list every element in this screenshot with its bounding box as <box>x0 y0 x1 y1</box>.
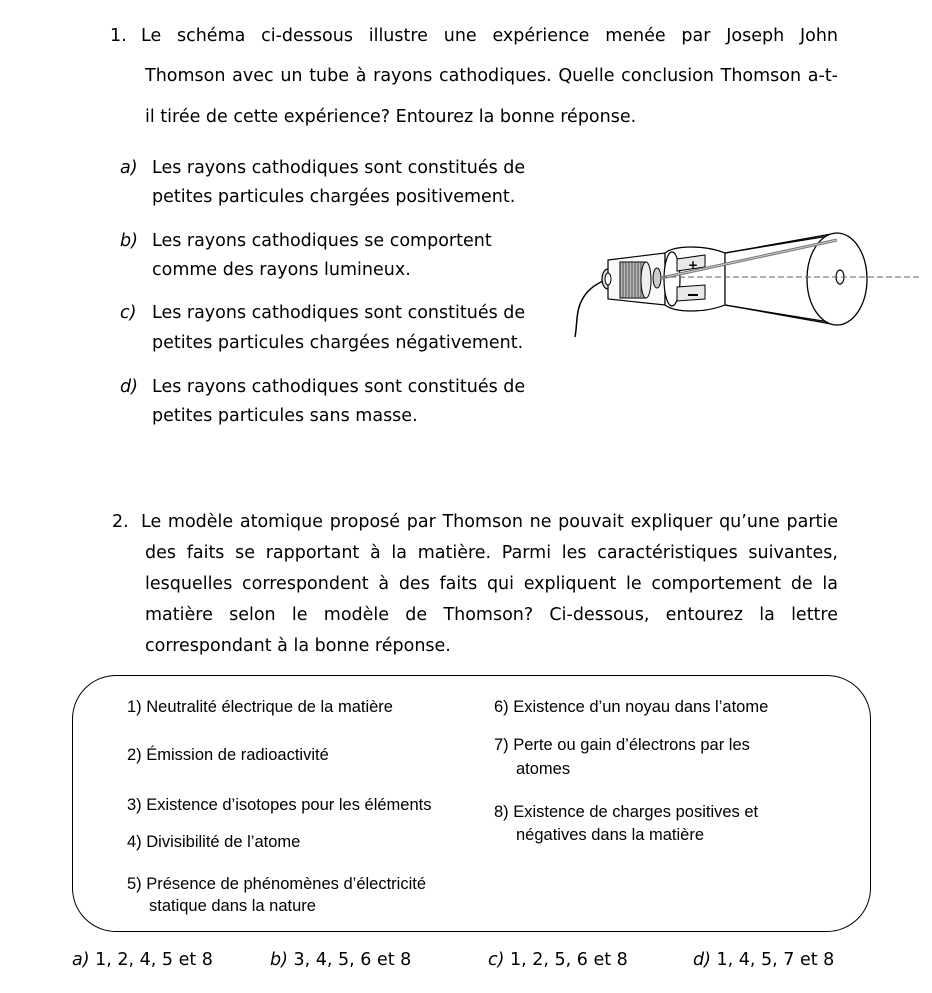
answer-a-text: 1, 2, 4, 5 et 8 <box>89 950 213 970</box>
characteristic-2: 2) Émission de radioactivité <box>127 746 329 764</box>
answer-d-letter: d) <box>693 950 711 970</box>
characteristic-5-line-1: 5) Présence de phénomènes d’électricité <box>127 875 427 893</box>
answer-d-text: 1, 4, 5, 7 et 8 <box>710 950 835 970</box>
option-d-letter[interactable]: d) <box>120 377 138 397</box>
answer-b-text: 3, 4, 5, 6 et 8 <box>287 950 412 970</box>
option-b-line-2: comme des rayons lumineux. <box>152 260 411 280</box>
question-2-text-line-5: correspondant à la bonne réponse. <box>145 636 451 656</box>
answer-b-letter: b) <box>270 950 288 970</box>
question-1-text-line-1: Le schéma ci-dessous illustre une expérience menée par Joseph John <box>141 26 838 46</box>
characteristic-6: 6) Existence d’un noyau dans l’atome <box>494 698 769 716</box>
cathode-cable <box>575 281 603 337</box>
option-c-letter[interactable]: c) <box>120 303 137 323</box>
answer-d[interactable] <box>693 950 834 970</box>
option-d-line-2: petites particules sans masse. <box>152 406 418 426</box>
question-2-text-line-4: matière selon le modèle de Thomson? Ci-dessous, entourez la lettre <box>145 605 838 625</box>
option-a-line-1: Les rayons cathodiques sont constitués de <box>152 158 526 178</box>
option-b-line-1: Les rayons cathodiques se comportent <box>152 231 492 251</box>
characteristic-5-line-2: statique dans la nature <box>149 897 316 915</box>
question-1-text-line-2: Thomson avec un tube à rayons cathodiques. Quelle conclusion Thomson a-t- <box>145 66 838 86</box>
characteristic-1: 1) Neutralité électrique de la matière <box>127 698 393 716</box>
answer-a[interactable] <box>72 950 213 970</box>
option-c-line-2: petites particules chargées négativement. <box>152 333 524 353</box>
question-2-text-line-2: des faits se rapportant à la matière. Parmi les caractéristiques suivantes, <box>145 543 838 563</box>
characteristic-7-line-2: atomes <box>516 760 571 778</box>
option-d-line-1: Les rayons cathodiques sont constitués de <box>152 377 526 397</box>
answer-c-letter: c) <box>488 950 505 970</box>
characteristic-3: 3) Existence d’isotopes pour les éléments <box>127 796 432 814</box>
characteristic-4: 4) Divisibilité de l’atome <box>127 833 301 851</box>
option-a-line-2: petites particules chargées positivement. <box>152 187 516 207</box>
answer-a-letter: a) <box>72 950 90 970</box>
answer-c-text: 1, 2, 5, 6 et 8 <box>504 950 628 970</box>
question-1-number: 1. <box>110 26 127 46</box>
cathode-ray-tube-diagram <box>565 215 925 350</box>
answer-c[interactable] <box>488 950 628 970</box>
option-a-letter[interactable]: a) <box>120 158 138 178</box>
anode-disc <box>653 268 661 288</box>
option-c-line-1: Les rayons cathodiques sont constitués de <box>152 303 526 323</box>
question-2-text-line-3: lesquelles correspondent à des faits qui expliquent le comportement de la <box>145 574 838 594</box>
question-2-number: 2. <box>112 512 129 532</box>
lower-plate <box>677 285 705 301</box>
plus-sign: + <box>688 258 699 272</box>
option-b-letter[interactable]: b) <box>120 231 138 251</box>
characteristic-8-line-2: négatives dans la matière <box>516 826 705 844</box>
answer-b[interactable] <box>270 950 411 970</box>
question-1-text-line-3: il tirée de cette expérience? Entourez la bonne réponse. <box>145 107 637 127</box>
characteristic-8-line-1: 8) Existence de charges positives et <box>494 803 759 821</box>
question-2-text-line-1: Le modèle atomique proposé par Thomson ne pouvait expliquer qu’une partie <box>141 512 838 532</box>
characteristic-7-line-1: 7) Perte ou gain d’électrons par les <box>494 736 750 754</box>
